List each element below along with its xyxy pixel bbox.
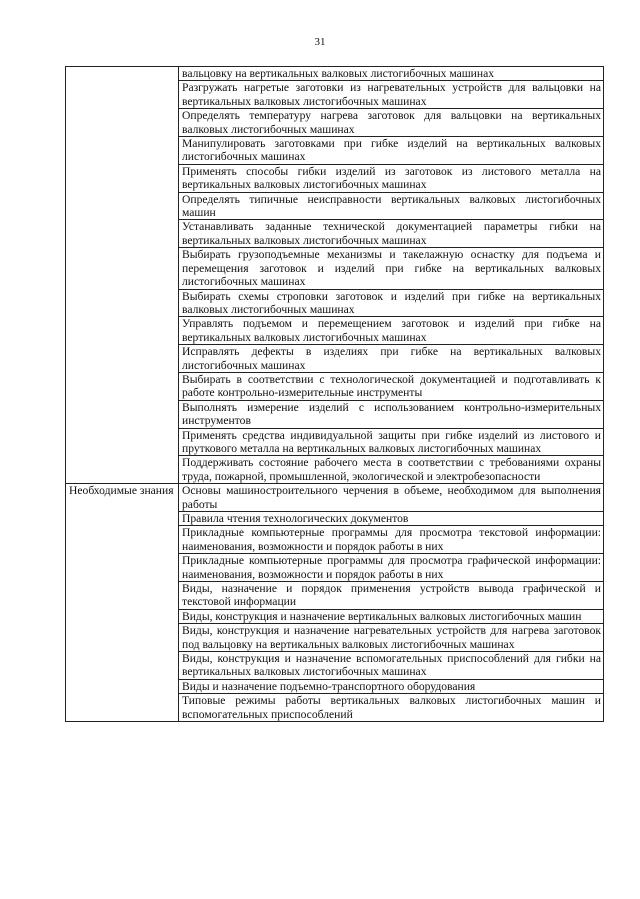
skill-item: Исправлять дефекты в изделиях при гибке на вертикальных валковых листогибочных машинах (179, 345, 604, 373)
knowledge-item: Виды, конструкция и назначение нагревательных устройств для нагрева заготовок под вальцовку на вертикальных валковых листогибочных машинах (179, 624, 604, 652)
skill-item: вальцовку на вертикальных валковых листогибочных машинах (179, 67, 604, 81)
knowledge-item: Виды, назначение и порядок применения устройств вывода графической и текстовой информации (179, 582, 604, 610)
skill-item: Поддерживать состояние рабочего места в соответствии с требованиями охраны труда, пожарной, промышленной, экологической и электробезопасности (179, 456, 604, 484)
knowledge-item: Виды, конструкция и назначение вертикальных валковых листогибочных машин (179, 609, 604, 623)
knowledge-item: Правила чтения технологических документов (179, 512, 604, 526)
skill-item: Управлять подъемом и перемещением заготовок и изделий при гибке на вертикальных валковых листогибочных машинах (179, 317, 604, 345)
knowledge-label: Необходимые знания (66, 484, 179, 722)
skills-label-cell (66, 67, 179, 484)
skill-item: Выбирать схемы строповки заготовок и изделий при гибке на вертикальных валковых листогибочных машинах (179, 289, 604, 317)
knowledge-item: Виды и назначение подъемно-транспортного оборудования (179, 679, 604, 693)
table-row (66, 67, 604, 81)
knowledge-item: Виды, конструкция и назначение вспомогательных приспособлений для гибки на вертикальных валковых листогибочных машинах (179, 652, 604, 680)
skill-item: Разгружать нагретые заготовки из нагревательных устройств для вальцовки на вертикальных валковых листогибочных машинах (179, 81, 604, 109)
skill-item: Определять типичные неисправности вертикальных валковых листогибочных машин (179, 192, 604, 220)
skill-item: Применять средства индивидуальной защиты при гибке изделий из листового и пруткового металла на вертикальных валковых листогибочных машинах (179, 428, 604, 456)
skill-item: Определять температуру нагрева заготовок для вальцовки на вертикальных валковых листогибочных машинах (179, 109, 604, 137)
skill-item: Устанавливать заданные технической документацией параметры гибки на вертикальных валковых листогибочных машинах (179, 220, 604, 248)
knowledge-item: Прикладные компьютерные программы для просмотра графической информации: наименования, возможности и порядок работы в них (179, 554, 604, 582)
skill-item: Манипулировать заготовками при гибке изделий на вертикальных валковых листогибочных машинах (179, 137, 604, 165)
page-number: 31 (314, 36, 326, 48)
skill-item: Выбирать грузоподъемные механизмы и такелажную оснастку для подъема и перемещения заготовок и изделий при гибке на вертикальных валковых листогибочных машинах (179, 248, 604, 289)
requirements-table (65, 66, 604, 722)
knowledge-item: Типовые режимы работы вертикальных валковых листогибочных машин и вспомогательных приспособлений (179, 694, 604, 722)
knowledge-item: Прикладные компьютерные программы для просмотра текстовой информации: наименования, возможности и порядок работы в них (179, 526, 604, 554)
skill-item: Применять способы гибки изделий из заготовок из листового металла на вертикальных валковых листогибочных машинах (179, 164, 604, 192)
skill-item: Выполнять измерение изделий с использованием контрольно-измерительных инструментов (179, 400, 604, 428)
skill-item: Выбирать в соответствии с технологической документацией и подготавливать к работе контрольно-измерительные инструменты (179, 372, 604, 400)
table-row (66, 484, 604, 512)
knowledge-item: Основы машиностроительного черчения в объеме, необходимом для выполнения работы (179, 484, 604, 512)
